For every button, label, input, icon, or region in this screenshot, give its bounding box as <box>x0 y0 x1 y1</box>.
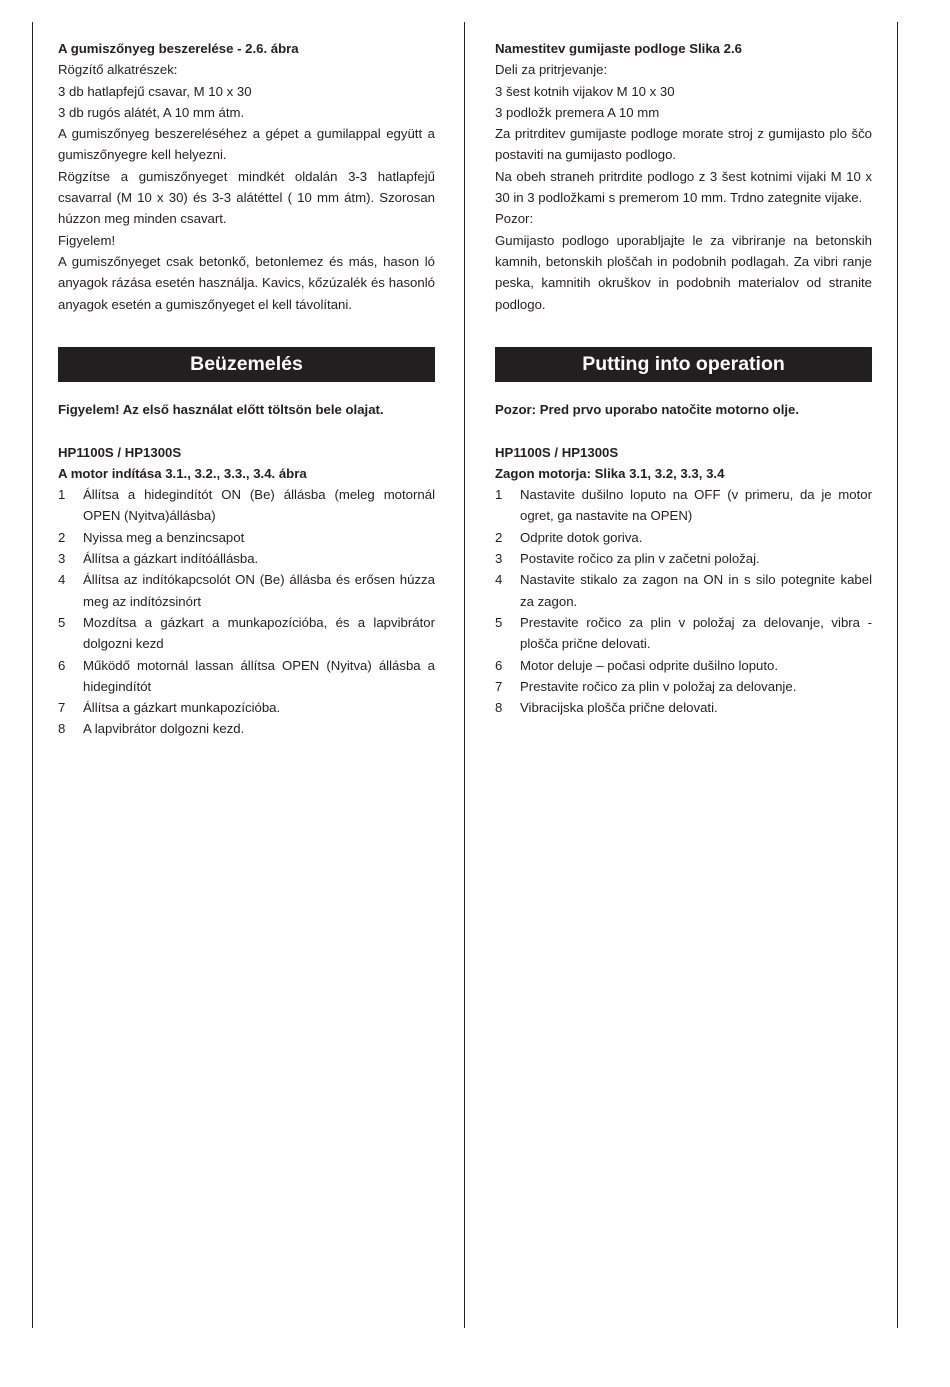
list-item <box>58 527 435 548</box>
list-item <box>495 612 872 655</box>
spacer <box>58 420 435 441</box>
left-margin-rule <box>32 22 33 1328</box>
step-number: 6 <box>495 657 503 673</box>
spacer <box>495 420 872 441</box>
right-rubber-mat-paragraph: Gumijasto podlogo uporabljajte le za vibriranje na betonskih kamnih, betonskih ploščah in podobnih podlagah. Za vibri ranje peska, kamnitih okruškov in podobnih materialov od stranite podlogo. <box>495 232 872 312</box>
right-rubber-mat-section <box>495 38 872 315</box>
step-text: Nastavite dušilno loputo na OFF (v primeru, da je motor ogret, ga nastavite na OPEN) <box>520 487 872 524</box>
right-rubber-mat-line: 3 šest kotnih vijakov M 10 x 30 <box>495 83 675 99</box>
step-text: Prestavite ročico za plin v položaj za delovanje, vibra -plošča prične delovati. <box>520 614 872 652</box>
step-number: 3 <box>495 551 503 567</box>
step-text: Postavite ročico za plin v začetni položaj. <box>520 551 760 567</box>
list-item <box>58 484 435 527</box>
step-number: 3 <box>58 551 66 567</box>
left-rubber-mat-title: A gumiszőnyeg beszerelése - 2.6. ábra <box>58 41 299 56</box>
step-number: 2 <box>495 529 503 545</box>
step-text: Nastavite stikalo za zagon na ON in s silo potegnite kabel za zagon. <box>520 572 872 609</box>
step-text: Állítsa a gázkart munkapozícióba. <box>83 700 281 716</box>
right-section-header: Putting into operation <box>495 347 872 382</box>
step-number: 7 <box>495 678 503 694</box>
list-item <box>58 569 435 612</box>
step-text: Állítsa az indítókapcsolót ON (Be) állásba és erősen húzza meg az indítózsinórt <box>83 572 435 609</box>
step-number: 7 <box>58 700 66 716</box>
list-item <box>495 484 872 527</box>
left-rubber-mat-line: Rögzítő alkatrészek: <box>58 62 178 78</box>
step-text: Odprite dotok goriva. <box>520 529 643 545</box>
right-margin-rule <box>897 22 898 1328</box>
left-steps-list <box>58 484 435 740</box>
step-number: 4 <box>495 572 503 588</box>
center-column-rule <box>464 22 465 1328</box>
step-text: Állítsa a gázkart indítóállásba. <box>83 551 259 567</box>
list-item <box>495 548 872 569</box>
step-number: 4 <box>58 572 66 588</box>
step-text: Működő motornál lassan állítsa OPEN (Nyitva) állásba a hidegindítót <box>83 657 435 694</box>
left-rubber-mat-paragraph: A gumiszőnyeg beszereléséhez a gépet a gumilappal együtt a gumiszőnyegre kell helyezni. <box>58 126 435 163</box>
left-model-heading: HP1100S / HP1300S <box>58 444 182 460</box>
step-number: 8 <box>495 700 503 716</box>
list-item <box>495 676 872 697</box>
right-oil-notice: Pozor: Pred prvo uporabo natočite motorno olje. <box>495 402 800 417</box>
right-rubber-mat-line: Deli za pritrjevanje: <box>495 62 608 78</box>
list-item <box>58 612 435 655</box>
list-item <box>495 697 872 718</box>
step-text: Nyissa meg a benzincsapot <box>83 529 245 545</box>
right-model-heading: HP1100S / HP1300S <box>495 444 619 460</box>
left-rubber-mat-section <box>58 38 435 315</box>
list-item <box>58 697 435 718</box>
list-item <box>58 718 435 739</box>
step-text: Vibracijska plošča prične delovati. <box>520 700 718 716</box>
step-text: A lapvibrátor dolgozni kezd. <box>83 721 245 737</box>
right-steps-list <box>495 484 872 718</box>
left-rubber-mat-warning: Figyelem! <box>58 232 116 248</box>
left-rubber-mat-paragraph: Rögzítse a gumiszőnyeget mindkét oldalán 3-3 hatlapfejű csavarral (M 10 x 30) és 3-3 alátéttel ( 10 mm átm). Szorosan húzzon meg minden csavart. <box>58 168 435 227</box>
step-number: 1 <box>495 487 503 503</box>
step-text: Állítsa a hidegindítót ON (Be) állásba (meleg motornál OPEN (Nyitva)állásba) <box>83 487 435 524</box>
left-oil-notice: Figyelem! Az első használat előtt töltsön bele olajat. <box>58 402 384 417</box>
left-section-header: Beüzemelés <box>58 347 435 382</box>
step-text: Mozdítsa a gázkart a munkapozícióba, és a lapvibrátor dolgozni kezd <box>83 614 435 652</box>
step-number: 1 <box>58 487 66 503</box>
left-rubber-mat-paragraph: A gumiszőnyeget csak betonkő, betonlemez és más, hason ló anyagok rázása esetén használja. Kavics, kőzúzalék és hasonló anyagok esetén a gumiszőnyeget el kell távolítani. <box>58 253 435 312</box>
list-item <box>495 655 872 676</box>
list-item <box>495 569 872 612</box>
right-rubber-mat-line: 3 podložk premera A 10 mm <box>495 104 660 120</box>
step-number: 5 <box>495 614 503 630</box>
list-item <box>58 548 435 569</box>
right-start-subtitle: Zagon motorja: Slika 3.1, 3.2, 3.3, 3.4 <box>495 465 725 481</box>
step-text: Motor deluje – počasi odprite dušilno loputo. <box>520 657 779 673</box>
list-item <box>58 655 435 698</box>
step-number: 6 <box>58 657 66 673</box>
left-rubber-mat-line: 3 db rugós alátét, A 10 mm átm. <box>58 104 245 120</box>
step-number: 2 <box>58 529 66 545</box>
step-number: 8 <box>58 721 66 737</box>
step-text: Prestavite ročico za plin v položaj za delovanje. <box>520 678 797 694</box>
right-operation-section <box>495 399 872 718</box>
left-rubber-mat-line: 3 db hatlapfejű csavar, M 10 x 30 <box>58 83 252 99</box>
right-rubber-mat-warning: Pozor: <box>495 211 534 227</box>
step-number: 5 <box>58 614 66 630</box>
list-item <box>495 527 872 548</box>
right-rubber-mat-paragraph: Na obeh straneh pritrdite podlogo z 3 šest kotnimi vijaki M 10 x 30 in 3 podložkami s premerom 10 mm. Trdno zategnite vijake. <box>495 168 872 206</box>
left-start-subtitle: A motor indítása 3.1., 3.2., 3.3., 3.4. ábra <box>58 465 307 481</box>
left-operation-section <box>58 399 435 740</box>
right-rubber-mat-paragraph: Za pritrditev gumijaste podloge morate stroj z gumijasto plo ščo postaviti na gumijasto podlogo. <box>495 126 872 163</box>
right-rubber-mat-title: Namestitev gumijaste podloge Slika 2.6 <box>495 41 742 56</box>
